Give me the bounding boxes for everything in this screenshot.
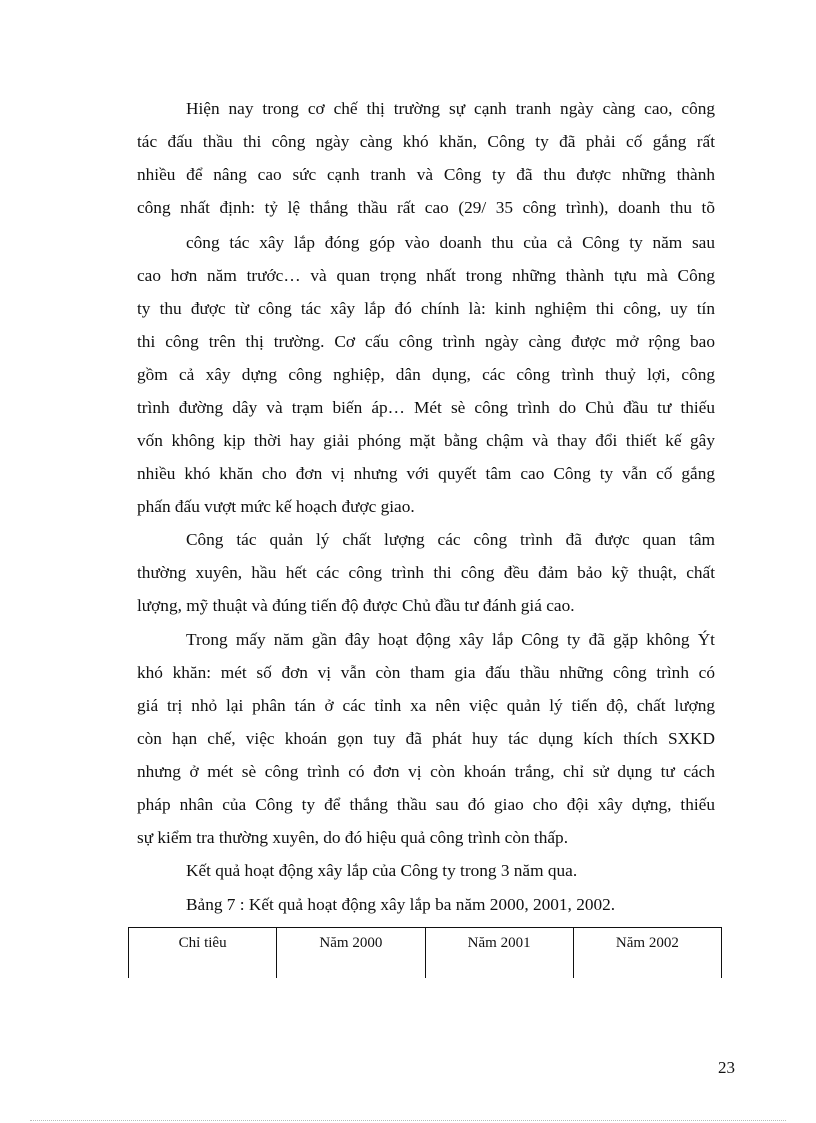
text-line: Công tác quản lý chất lượng các công trình đã được quan tâm bbox=[186, 530, 715, 549]
text-line: nhiều khó khăn cho đơn vị nhưng với quyết tâm cao Công ty vẫn cố gắng bbox=[137, 464, 715, 483]
page-number: 23 bbox=[718, 1058, 735, 1077]
text-line: công nhất định: tỷ lệ thắng thầu rất cao (29/ 35 công trình), doanh thu tõ bbox=[137, 198, 715, 217]
text-line: khó khăn: mét số đơn vị vẫn còn tham gia đấu thầu những công trình có bbox=[137, 663, 715, 682]
text-line: sự kiểm tra thường xuyên, do đó hiệu quả công trình còn thấp. bbox=[137, 828, 569, 847]
text-line: trình đường dây và trạm biến áp… Mét sè công trình do Chủ đầu tư thiếu bbox=[137, 398, 715, 417]
table-header-cell: Năm 2000 bbox=[277, 928, 425, 979]
text-line: tác đấu thầu thi công ngày càng khó khăn, Công ty đã phải cố gắng rất bbox=[137, 132, 715, 151]
text-line: nhưng ở mét sè công trình có đơn vị còn khoán trắng, chỉ sử dụng tư cách bbox=[137, 762, 715, 781]
table-header-cell: Năm 2002 bbox=[573, 928, 721, 979]
text-line: Hiện nay trong cơ chế thị trường sự cạnh tranh ngày càng cao, công bbox=[186, 99, 715, 118]
text-line: thường xuyên, hầu hết các công trình thi công đều đảm bảo kỹ thuật, chất bbox=[137, 563, 715, 582]
results-table bbox=[128, 927, 722, 978]
text-line: công tác xây lắp đóng góp vào doanh thu của cả Công ty năm sau bbox=[186, 233, 715, 252]
text-line: nhiều để nâng cao sức cạnh tranh và Công ty đã thu được những thành bbox=[137, 165, 715, 184]
text-line: Trong mấy năm gần đây hoạt động xây lắp Công ty đã gặp không Ýt bbox=[186, 630, 715, 649]
text-line: ty thu được từ công tác xây lắp đó chính là: kinh nghiệm thi công, uy tín bbox=[137, 299, 715, 318]
table-header-row bbox=[129, 928, 722, 979]
text-line: phấn đấu vượt mức kế hoạch được giao. bbox=[137, 497, 415, 516]
text-line: lượng, mỹ thuật và đúng tiến độ được Chủ đầu tư đánh giá cao. bbox=[137, 596, 575, 615]
text-line: gồm cả xây dựng công nghiệp, dân dụng, các công trình thuỷ lợi, công bbox=[137, 365, 715, 384]
table-header-cell: Năm 2001 bbox=[425, 928, 573, 979]
text-line: vốn không kịp thời hay giải phóng mặt bằng chậm và thay đổi thiết kế gây bbox=[137, 431, 715, 450]
text-line: Kết quả hoạt động xây lắp của Công ty trong 3 năm qua. bbox=[186, 861, 578, 880]
text-line: còn hạn chế, việc khoán gọn tuy đã phát huy tác dụng kích thích SXKD bbox=[137, 729, 715, 748]
text-line: thi công trên thị trường. Cơ cấu công trình ngày càng được mở rộng bao bbox=[137, 332, 715, 351]
table-header-cell: Chỉ tiêu bbox=[129, 928, 277, 979]
table-caption: Bảng 7 : Kết quả hoạt động xây lắp ba năm 2000, 2001, 2002. bbox=[186, 895, 616, 914]
text-line: giá trị nhỏ lại phân tán ở các tỉnh xa nên việc quản lý tiến độ, chất lượng bbox=[137, 696, 715, 715]
text-line: pháp nhân của Công ty để thắng thầu sau đó giao cho đội xây dựng, thiếu bbox=[137, 795, 715, 814]
page-bottom-divider bbox=[30, 1120, 786, 1121]
text-line: cao hơn năm trước… và quan trọng nhất trong những thành tựu mà Công bbox=[137, 266, 715, 285]
